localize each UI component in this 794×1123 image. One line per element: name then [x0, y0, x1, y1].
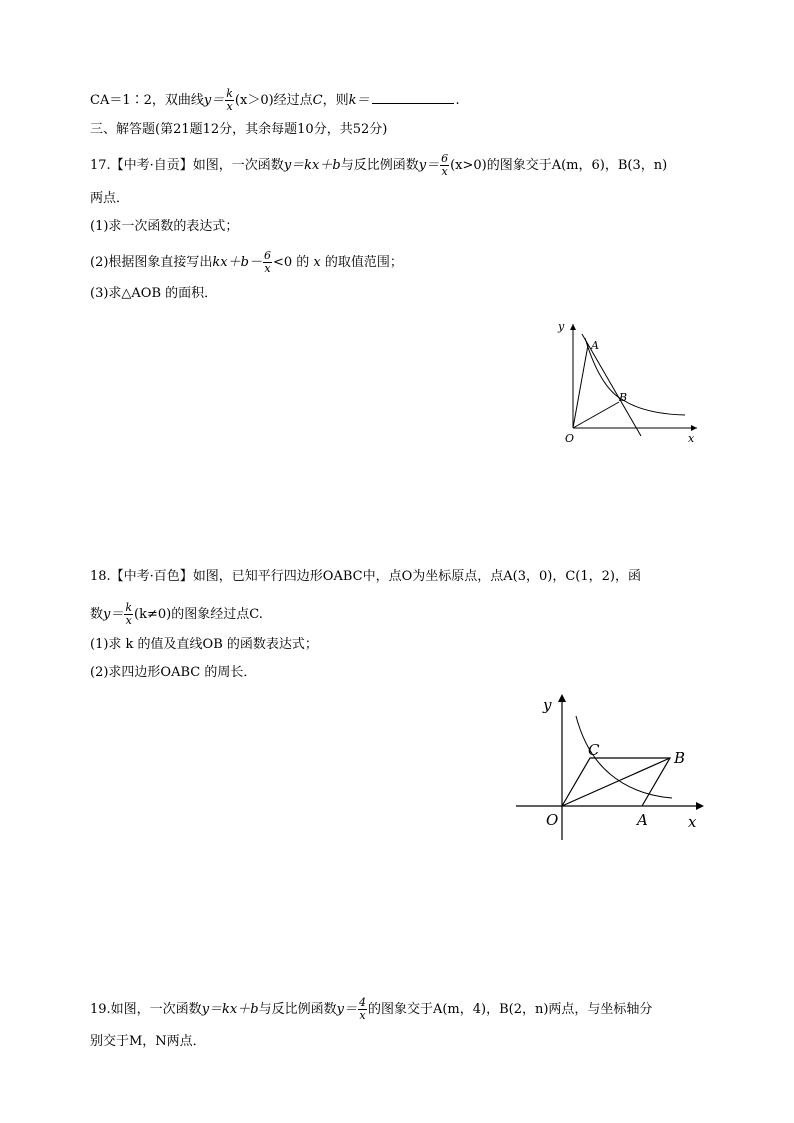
q16-mid: ，则 [322, 93, 349, 108]
q18-line2-a: 数 [90, 607, 104, 622]
q17-mid-text: 与反比例函数 [340, 158, 419, 173]
q17-line1-end: (x>0)的图象交于A(m，6)，B(3，n) [450, 158, 668, 173]
q16-k-eq: k＝ [348, 93, 370, 108]
q18-fig-y-label: y [543, 696, 552, 714]
q19-line2: 别交于M，N两点． [90, 1034, 206, 1049]
q18-fig-o-label: O [546, 811, 559, 829]
q17-fig-b-label: B [619, 391, 628, 404]
q17-part2-a: (2)根据图象直接写出 [90, 255, 213, 270]
q19-inverse-eq: y＝ [336, 1002, 357, 1017]
q19-frac-num: 4 [358, 996, 366, 1009]
q16-frac-num: k [226, 87, 233, 100]
q16-answer-blank[interactable] [372, 91, 454, 104]
q19-line1-end: 的图象交于A(m，4)，B(2，n)两点，与坐标轴分 [367, 1002, 653, 1017]
q19-linear-eq: y＝kx＋b [201, 1002, 259, 1017]
q17-frac-den: x [441, 165, 448, 178]
q18-figure [510, 688, 710, 848]
q17-part2 [90, 250, 403, 275]
q17-fig-x-label: x [688, 432, 695, 445]
q17-line2: 两点． [90, 191, 130, 206]
q18-line1: 18.【中考·百色】如图，已知平行四边形OABC中，点O为坐标原点，点A(3，0)，C(1，2)，函 [90, 569, 641, 584]
section-heading: 三、解答题(第21题12分，其余每题10分，共52分) [90, 122, 388, 137]
q17-part2-expr: kx＋b－ [212, 255, 262, 270]
q17-intro: 17.【中考·自贡】如图，一次函数 [90, 158, 284, 173]
q18-line2 [90, 602, 263, 627]
q17-figure [555, 318, 705, 448]
q17-frac-num: 6 [441, 152, 449, 165]
q16-point: C [312, 93, 323, 108]
q17-part2-frac-den: x [264, 262, 271, 275]
q17-part3: (3)求△AOB 的面积． [90, 286, 218, 301]
q19-mid-text: 与反比例函数 [258, 1002, 337, 1017]
q17-part2-c: 的取值范围； [324, 255, 403, 270]
q19-intro: 19.如图，一次函数 [90, 1002, 202, 1017]
q16-fraction [225, 88, 234, 113]
q18-fig-c-label: C [588, 741, 600, 759]
q17-part2-b: <0 的 [272, 255, 310, 270]
q16-cond: (x＞0)经过点 [234, 93, 313, 108]
q18-inverse-eq: y＝ [103, 607, 124, 622]
q19-line1 [90, 997, 652, 1022]
q18-part1: (1)求 k 的值及直线OB 的函数表达式； [90, 637, 318, 652]
q17-part2-fraction [263, 250, 272, 275]
q18-fig-x-label: x [688, 813, 697, 831]
q18-part2: (2)求四边形OABC 的周长． [90, 665, 257, 680]
q16-frac-den: x [226, 100, 233, 113]
q16-tail-line [90, 88, 460, 113]
q19-frac-den: x [359, 1009, 366, 1022]
q18-fraction [124, 602, 133, 627]
q17-inverse-eq: y＝ [418, 158, 440, 173]
q16-y-eq: y＝ [203, 93, 225, 108]
q17-part2-frac-num: 6 [263, 249, 271, 262]
q17-fig-y-label: y [558, 320, 565, 333]
q17-fig-o-label: O [565, 432, 575, 445]
q17-fraction [440, 153, 449, 178]
q17-part1: (1)求一次函数的表达式； [90, 219, 239, 234]
q17-linear-eq: y＝kx＋b [283, 158, 341, 173]
q18-fig-b-label: B [674, 749, 686, 767]
q17-line1 [90, 153, 667, 178]
q18-line2-b: (k≠0)的图象经过点C. [134, 607, 263, 622]
q17-fig-a-label: A [591, 339, 599, 352]
q18-frac-num: k [125, 601, 133, 614]
q19-fraction [358, 997, 367, 1022]
q17-part2-x: x [313, 255, 321, 270]
q18-frac-den: x [125, 614, 132, 627]
q16-end: . [455, 93, 460, 108]
q18-fig-a-label: A [637, 811, 648, 829]
q16-prefix: CA＝1∶2，双曲线 [90, 93, 204, 108]
